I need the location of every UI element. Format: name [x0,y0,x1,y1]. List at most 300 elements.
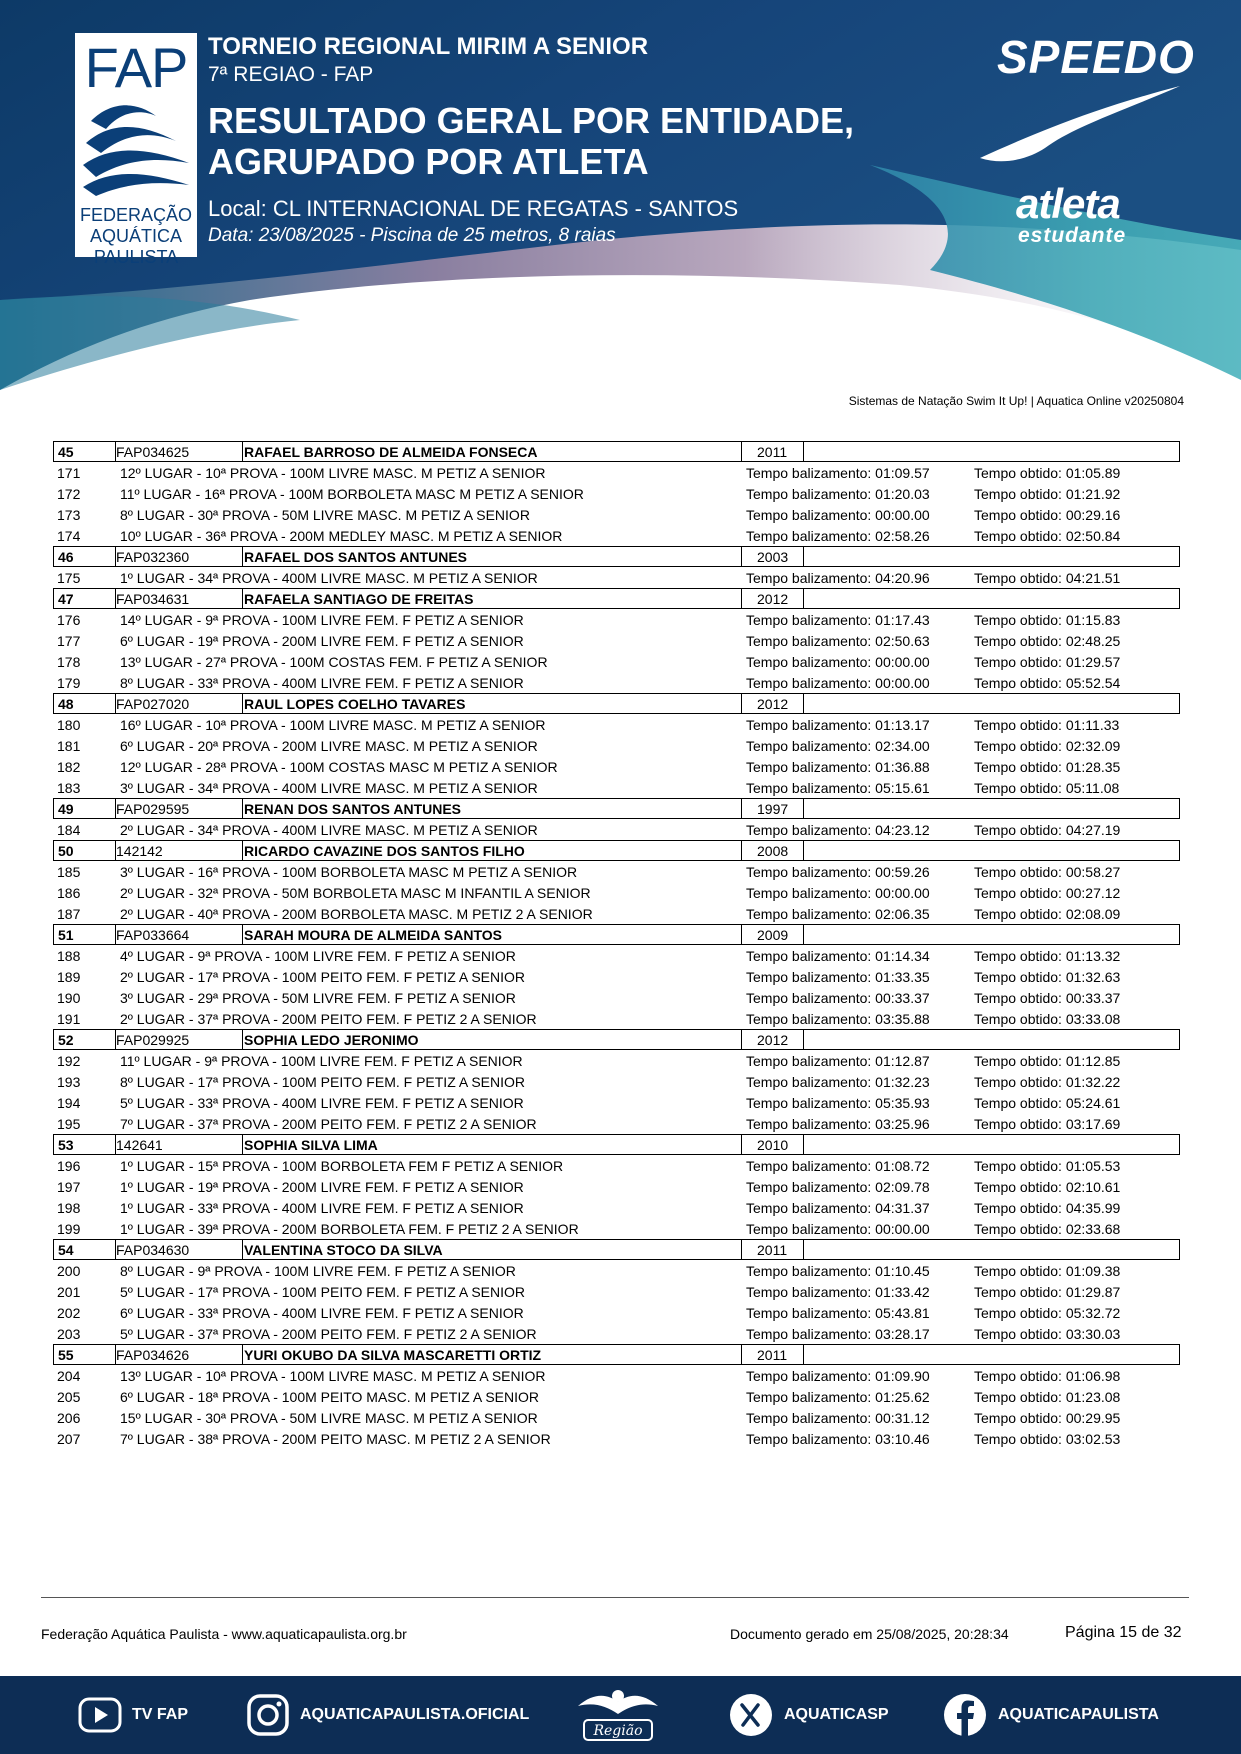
final-time: Tempo obtido: 05:32.72 [974,1305,1121,1321]
cell-divider [242,1030,243,1049]
event-number: 199 [57,1221,81,1237]
final-time: Tempo obtido: 01:05.89 [974,465,1121,481]
athlete-name: YURI OKUBO DA SILVA MASCARETTI ORTIZ [244,1347,542,1363]
waves-icon [81,101,191,196]
event-row [53,525,1180,546]
seed-time: Tempo balizamento: 00:00.00 [746,885,930,901]
event-number: 201 [57,1284,81,1300]
estudante-logo: estudante [1018,224,1127,247]
athlete-row [53,441,1180,462]
athlete-name: RAFAEL BARROSO DE ALMEIDA FONSECA [244,444,538,460]
event-description: 12º LUGAR - 28ª PROVA - 100M COSTAS MASC M PETIZ A SENIOR [120,759,558,775]
final-time: Tempo obtido: 04:27.19 [974,822,1121,838]
seed-time: Tempo balizamento: 01:36.88 [746,759,930,775]
event-number: 207 [57,1431,81,1447]
event-number: 176 [57,612,81,628]
athlete-birth-year: 2012 [757,696,789,712]
report-title: RESULTADO GERAL POR ENTIDADE, AGRUPADO POR ATLETA [208,100,855,182]
system-version: Sistemas de Natação Swim It Up! | Aquatica Online v20250804 [848,394,1184,408]
cell-divider [115,1030,116,1049]
event-row [53,1050,1180,1071]
seed-time: Tempo balizamento: 02:09.78 [746,1179,930,1195]
athlete-registration: FAP034631 [116,591,190,607]
cell-divider [242,1240,243,1259]
event-number: 206 [57,1410,81,1426]
footer-generated: Documento gerado em 25/08/2025, 20:28:34 [730,1626,1009,1642]
seed-time: Tempo balizamento: 01:33.35 [746,969,930,985]
cell-divider [115,547,116,566]
event-number: 197 [57,1179,81,1195]
final-time: Tempo obtido: 01:23.08 [974,1389,1121,1405]
event-row [53,1218,1180,1239]
seed-time: Tempo balizamento: 02:50.63 [746,633,930,649]
cell-divider [803,589,804,608]
athlete-number: 52 [58,1032,74,1048]
seed-time: Tempo balizamento: 04:31.37 [746,1200,930,1216]
athlete-birth-year: 2008 [757,843,789,859]
event-number: 186 [57,885,81,901]
athlete-birth-year: 2009 [757,927,789,943]
seed-time: Tempo balizamento: 01:20.03 [746,486,930,502]
cell-divider [242,442,243,461]
athlete-registration: 142142 [116,843,163,859]
cell-divider [803,1135,804,1154]
event-number: 202 [57,1305,81,1321]
event-description: 8º LUGAR - 33ª PROVA - 400M LIVRE FEM. F PETIZ A SENIOR [120,675,524,691]
final-time: Tempo obtido: 02:48.25 [974,633,1121,649]
event-description: 12º LUGAR - 10ª PROVA - 100M LIVRE MASC. M PETIZ A SENIOR [120,465,546,481]
athlete-registration: FAP034626 [116,1347,190,1363]
cell-divider [242,799,243,818]
cell-divider [741,1135,742,1154]
event-row [53,1386,1180,1407]
event-description: 5º LUGAR - 17ª PROVA - 100M PEITO FEM. F PETIZ A SENIOR [120,1284,525,1300]
event-description: 8º LUGAR - 9ª PROVA - 100M LIVRE FEM. F PETIZ A SENIOR [120,1263,516,1279]
speedo-logo: SPEEDO [997,31,1195,83]
event-number: 174 [57,528,81,544]
event-row [53,1197,1180,1218]
event-number: 198 [57,1200,81,1216]
event-number: 179 [57,675,81,691]
social-x[interactable] [728,1676,889,1754]
event-row [53,966,1180,987]
event-number: 189 [57,969,81,985]
cell-divider [803,1240,804,1259]
facebook-icon [942,1692,988,1738]
athlete-registration: FAP034625 [116,444,190,460]
athlete-row [53,1344,1180,1365]
event-description: 1º LUGAR - 19ª PROVA - 200M LIVRE FEM. F PETIZ A SENIOR [120,1179,524,1195]
event-row [53,651,1180,672]
athlete-row [53,1134,1180,1155]
athlete-number: 51 [58,927,74,943]
seed-time: Tempo balizamento: 00:00.00 [746,675,930,691]
final-time: Tempo obtido: 01:29.57 [974,654,1121,670]
event-description: 10º LUGAR - 36ª PROVA - 200M MEDLEY MASC. M PETIZ A SENIOR [120,528,563,544]
event-description: 2º LUGAR - 40ª PROVA - 200M BORBOLETA MASC. M PETIZ 2 A SENIOR [120,906,593,922]
cell-divider [115,841,116,860]
final-time: Tempo obtido: 01:21.92 [974,486,1121,502]
social-bar [0,1676,1241,1754]
seed-time: Tempo balizamento: 01:09.57 [746,465,930,481]
athlete-registration: FAP032360 [116,549,190,565]
event-row [53,483,1180,504]
event-description: 6º LUGAR - 33ª PROVA - 400M LIVRE FEM. F PETIZ A SENIOR [120,1305,524,1321]
event-description: 16º LUGAR - 10ª PROVA - 100M LIVRE MASC. M PETIZ A SENIOR [120,717,546,733]
event-row [53,630,1180,651]
cell-divider [803,799,804,818]
athlete-number: 55 [58,1347,74,1363]
final-time: Tempo obtido: 03:02.53 [974,1431,1121,1447]
event-row [53,672,1180,693]
athlete-registration: FAP029925 [116,1032,190,1048]
seed-time: Tempo balizamento: 00:00.00 [746,654,930,670]
seed-time: Tempo balizamento: 00:33.37 [746,990,930,1006]
event-description: 3º LUGAR - 34ª PROVA - 400M LIVRE MASC. M PETIZ A SENIOR [120,780,538,796]
final-time: Tempo obtido: 01:12.85 [974,1053,1121,1069]
final-time: Tempo obtido: 01:06.98 [974,1368,1121,1384]
final-time: Tempo obtido: 00:58.27 [974,864,1121,880]
athlete-registration: FAP029595 [116,801,190,817]
cell-divider [242,1345,243,1364]
social-tv-label: TV FAP [132,1706,189,1723]
cell-divider [115,1135,116,1154]
athlete-number: 45 [58,444,74,460]
event-number: 183 [57,780,81,796]
seed-time: Tempo balizamento: 02:06.35 [746,906,930,922]
seed-time: Tempo balizamento: 03:28.17 [746,1326,930,1342]
athlete-registration: FAP027020 [116,696,190,712]
athlete-row [53,693,1180,714]
event-row [53,735,1180,756]
social-x-label: AQUATICASP [784,1706,889,1723]
region-label: 7ª REGIAO - FAP [208,63,374,86]
athlete-birth-year: 2011 [757,444,788,460]
cell-divider [803,925,804,944]
final-time: Tempo obtido: 01:09.38 [974,1263,1121,1279]
event-row [53,567,1180,588]
final-time: Tempo obtido: 02:10.61 [974,1179,1121,1195]
athlete-row [53,1029,1180,1050]
event-row [53,1260,1180,1281]
athlete-number: 49 [58,801,74,817]
athlete-birth-year: 2011 [757,1347,788,1363]
event-description: 7º LUGAR - 38ª PROVA - 200M PEITO MASC. M PETIZ 2 A SENIOR [120,1431,551,1447]
final-time: Tempo obtido: 01:15.83 [974,612,1121,628]
athlete-number: 50 [58,843,74,859]
event-description: 15º LUGAR - 30ª PROVA - 50M LIVRE MASC. M PETIZ A SENIOR [120,1410,538,1426]
social-instagram-label: AQUATICAPAULISTA.OFICIAL [300,1706,530,1723]
event-row [53,504,1180,525]
event-description: 2º LUGAR - 17ª PROVA - 100M PEITO FEM. F PETIZ A SENIOR [120,969,525,985]
event-number: 203 [57,1326,81,1342]
athlete-birth-year: 2012 [757,1032,789,1048]
final-time: Tempo obtido: 04:21.51 [974,570,1121,586]
seed-time: Tempo balizamento: 01:12.87 [746,1053,930,1069]
event-number: 200 [57,1263,81,1279]
event-number: 193 [57,1074,81,1090]
cell-divider [242,547,243,566]
athlete-row [53,840,1180,861]
athlete-number: 53 [58,1137,74,1153]
athlete-name: RAFAELA SANTIAGO DE FREITAS [244,591,474,607]
athlete-name: RENAN DOS SANTOS ANTUNES [244,801,462,817]
event-row [53,777,1180,798]
cell-divider [242,589,243,608]
event-description: 2º LUGAR - 34ª PROVA - 400M LIVRE MASC. M PETIZ A SENIOR [120,822,538,838]
event-number: 204 [57,1368,81,1384]
athlete-registration: FAP033664 [116,927,190,943]
event-number: 173 [57,507,81,523]
cell-divider [741,1030,742,1049]
event-row [53,1008,1180,1029]
event-number: 184 [57,822,81,838]
athlete-birth-year: 2012 [757,591,789,607]
seed-time: Tempo balizamento: 05:35.93 [746,1095,930,1111]
athlete-row [53,546,1180,567]
final-time: Tempo obtido: 03:33.08 [974,1011,1121,1027]
athlete-birth-year: 1997 [757,801,789,817]
speedo-boomerang-icon [975,78,1195,168]
footer-federation: Federação Aquática Paulista - www.aquaticapaulista.org.br [41,1626,407,1642]
cell-divider [803,841,804,860]
event-description: 5º LUGAR - 33ª PROVA - 400M LIVRE FEM. F PETIZ A SENIOR [120,1095,524,1111]
seed-time: Tempo balizamento: 01:14.34 [746,948,930,964]
cell-divider [115,589,116,608]
athlete-number: 46 [58,549,74,565]
seed-time: Tempo balizamento: 04:23.12 [746,822,930,838]
event-row [53,1092,1180,1113]
seed-time: Tempo balizamento: 00:31.12 [746,1410,930,1426]
final-time: Tempo obtido: 01:32.63 [974,969,1121,985]
seed-time: Tempo balizamento: 01:25.62 [746,1389,930,1405]
final-time: Tempo obtido: 03:17.69 [974,1116,1121,1132]
cell-divider [803,442,804,461]
cell-divider [741,442,742,461]
event-description: 5º LUGAR - 37ª PROVA - 200M PEITO FEM. F PETIZ 2 A SENIOR [120,1326,537,1342]
final-time: Tempo obtido: 02:08.09 [974,906,1121,922]
event-description: 4º LUGAR - 9ª PROVA - 100M LIVRE FEM. F PETIZ A SENIOR [120,948,516,964]
event-number: 171 [57,465,81,481]
athlete-name: RAFAEL DOS SANTOS ANTUNES [244,549,467,565]
cell-divider [242,1135,243,1154]
page-number: Página 15 de 32 [1065,1624,1182,1641]
seed-time: Tempo balizamento: 03:10.46 [746,1431,930,1447]
social-facebook-label: AQUATICAPAULISTA [998,1706,1159,1723]
seed-time: Tempo balizamento: 05:43.81 [746,1305,930,1321]
athlete-name: RAUL LOPES COELHO TAVARES [244,696,466,712]
seed-time: Tempo balizamento: 03:25.96 [746,1116,930,1132]
athlete-number: 48 [58,696,74,712]
event-number: 190 [57,990,81,1006]
fap-logo [75,33,197,267]
event-row [53,1071,1180,1092]
final-time: Tempo obtido: 01:28.35 [974,759,1121,775]
cell-divider [803,547,804,566]
event-number: 191 [57,1011,81,1027]
athlete-name: SOPHIA SILVA LIMA [244,1137,378,1153]
event-description: 13º LUGAR - 27ª PROVA - 100M COSTAS FEM. F PETIZ A SENIOR [120,654,548,670]
cell-divider [115,1345,116,1364]
final-time: Tempo obtido: 05:52.54 [974,675,1121,691]
cell-divider [115,694,116,713]
athlete-row [53,798,1180,819]
svg-text:Região: Região [593,1723,643,1739]
seed-time: Tempo balizamento: 01:10.45 [746,1263,930,1279]
event-row [53,1113,1180,1134]
event-description: 2º LUGAR - 37ª PROVA - 200M PEITO FEM. F PETIZ 2 A SENIOR [120,1011,537,1027]
event-number: 181 [57,738,81,754]
cell-divider [115,1240,116,1259]
seed-time: Tempo balizamento: 05:15.61 [746,780,930,796]
event-description: 6º LUGAR - 19ª PROVA - 200M LIVRE FEM. F PETIZ A SENIOR [120,633,524,649]
final-time: Tempo obtido: 05:11.08 [974,780,1120,796]
athlete-name: RICARDO CAVAZINE DOS SANTOS FILHO [244,843,525,859]
final-time: Tempo obtido: 00:29.95 [974,1410,1121,1426]
cell-divider [242,841,243,860]
cell-divider [803,1345,804,1364]
seed-time: Tempo balizamento: 02:34.00 [746,738,930,754]
event-description: 8º LUGAR - 17ª PROVA - 100M PEITO FEM. F PETIZ A SENIOR [120,1074,525,1090]
event-row [53,609,1180,630]
cell-divider [242,925,243,944]
regiao-emblem-icon [574,1684,662,1746]
event-row [53,819,1180,840]
event-number: 196 [57,1158,81,1174]
event-description: 3º LUGAR - 16ª PROVA - 100M BORBOLETA MASC M PETIZ A SENIOR [120,864,578,880]
athlete-birth-year: 2011 [757,1242,788,1258]
fap-logo-letters: FAP [84,36,188,99]
event-description: 11º LUGAR - 16ª PROVA - 100M BORBOLETA MASC M PETIZ A SENIOR [120,486,584,502]
date-label: Data: 23/08/2025 - Piscina de 25 metros, 8 raias [208,225,616,246]
event-description: 1º LUGAR - 39ª PROVA - 200M BORBOLETA FEM. F PETIZ 2 A SENIOR [120,1221,579,1237]
event-description: 3º LUGAR - 29ª PROVA - 50M LIVRE FEM. F PETIZ A SENIOR [120,990,516,1006]
event-row [53,462,1180,483]
cell-divider [741,925,742,944]
athlete-registration: FAP034630 [116,1242,190,1258]
seed-time: Tempo balizamento: 01:33.42 [746,1284,930,1300]
event-row [53,1428,1180,1449]
event-number: 178 [57,654,81,670]
event-description: 1º LUGAR - 34ª PROVA - 400M LIVRE MASC. M PETIZ A SENIOR [120,570,538,586]
social-instagram[interactable] [246,1676,529,1754]
cell-divider [803,694,804,713]
atleta-logo: atleta [1016,180,1120,227]
event-description: 7º LUGAR - 37ª PROVA - 200M PEITO FEM. F PETIZ 2 A SENIOR [120,1116,537,1132]
athlete-name: VALENTINA STOCO DA SILVA [244,1242,443,1258]
event-row [53,903,1180,924]
event-number: 172 [57,486,81,502]
footer-divider [41,1597,1189,1598]
event-row [53,1407,1180,1428]
seed-time: Tempo balizamento: 02:58.26 [746,528,930,544]
final-time: Tempo obtido: 01:05.53 [974,1158,1121,1174]
event-description: 11º LUGAR - 9ª PROVA - 100M LIVRE FEM. F PETIZ A SENIOR [120,1053,523,1069]
tournament-title: TORNEIO REGIONAL MIRIM A SENIOR [208,33,649,60]
x-icon [728,1692,774,1738]
final-time: Tempo obtido: 01:11.33 [974,717,1120,733]
event-number: 188 [57,948,81,964]
event-row [53,945,1180,966]
cell-divider [803,1030,804,1049]
cell-divider [741,694,742,713]
event-description: 8º LUGAR - 30ª PROVA - 50M LIVRE MASC. M PETIZ A SENIOR [120,507,530,523]
final-time: Tempo obtido: 01:29.87 [974,1284,1121,1300]
final-time: Tempo obtido: 00:33.37 [974,990,1121,1006]
event-row [53,1176,1180,1197]
event-row [53,1155,1180,1176]
event-description: 1º LUGAR - 15ª PROVA - 100M BORBOLETA FEM F PETIZ A SENIOR [120,1158,564,1174]
final-time: Tempo obtido: 01:32.22 [974,1074,1121,1090]
cell-divider [741,1345,742,1364]
event-row [53,882,1180,903]
athlete-name: SARAH MOURA DE ALMEIDA SANTOS [244,927,502,943]
cell-divider [242,694,243,713]
event-row [53,1281,1180,1302]
event-row [53,987,1180,1008]
youtube-icon [78,1697,122,1733]
event-description: 6º LUGAR - 18ª PROVA - 100M PEITO MASC. M PETIZ A SENIOR [120,1389,540,1405]
cell-divider [741,841,742,860]
social-tv[interactable] [78,1676,188,1754]
event-row [53,1365,1180,1386]
seed-time: Tempo balizamento: 01:08.72 [746,1158,930,1174]
athlete-row [53,1239,1180,1260]
event-description: 1º LUGAR - 33ª PROVA - 400M LIVRE FEM. F PETIZ A SENIOR [120,1200,524,1216]
social-facebook[interactable] [942,1676,1159,1754]
event-row [53,1323,1180,1344]
cell-divider [115,925,116,944]
seed-time: Tempo balizamento: 00:00.00 [746,1221,930,1237]
final-time: Tempo obtido: 01:13.32 [974,948,1121,964]
event-number: 192 [57,1053,81,1069]
event-row [53,714,1180,735]
final-time: Tempo obtido: 02:33.68 [974,1221,1121,1237]
athlete-number: 54 [58,1242,74,1258]
location-label: Local: CL INTERNACIONAL DE REGATAS - SANTOS [208,196,739,221]
athlete-registration: 142641 [116,1137,163,1153]
seed-time: Tempo balizamento: 00:00.00 [746,507,930,523]
event-number: 185 [57,864,81,880]
athlete-row [53,924,1180,945]
event-description: 2º LUGAR - 32ª PROVA - 50M BORBOLETA MASC M INFANTIL A SENIOR [120,885,591,901]
seed-time: Tempo balizamento: 01:13.17 [746,717,930,733]
final-time: Tempo obtido: 04:35.99 [974,1200,1121,1216]
cell-divider [741,799,742,818]
seed-time: Tempo balizamento: 00:59.26 [746,864,930,880]
final-time: Tempo obtido: 00:27.12 [974,885,1121,901]
athlete-row [53,588,1180,609]
event-number: 180 [57,717,81,733]
results-table [53,441,1180,1449]
cell-divider [115,799,116,818]
final-time: Tempo obtido: 02:50.84 [974,528,1121,544]
athlete-birth-year: 2003 [757,549,789,565]
event-number: 195 [57,1116,81,1132]
seed-time: Tempo balizamento: 01:32.23 [746,1074,930,1090]
event-number: 175 [57,570,81,586]
athlete-number: 47 [58,591,74,607]
seed-time: Tempo balizamento: 01:09.90 [746,1368,930,1384]
event-number: 177 [57,633,81,649]
athlete-name: SOPHIA LEDO JERONIMO [244,1032,419,1048]
seed-time: Tempo balizamento: 04:20.96 [746,570,930,586]
instagram-icon [246,1693,290,1737]
final-time: Tempo obtido: 00:29.16 [974,507,1121,523]
seed-time: Tempo balizamento: 01:17.43 [746,612,930,628]
event-number: 187 [57,906,81,922]
cell-divider [741,589,742,608]
